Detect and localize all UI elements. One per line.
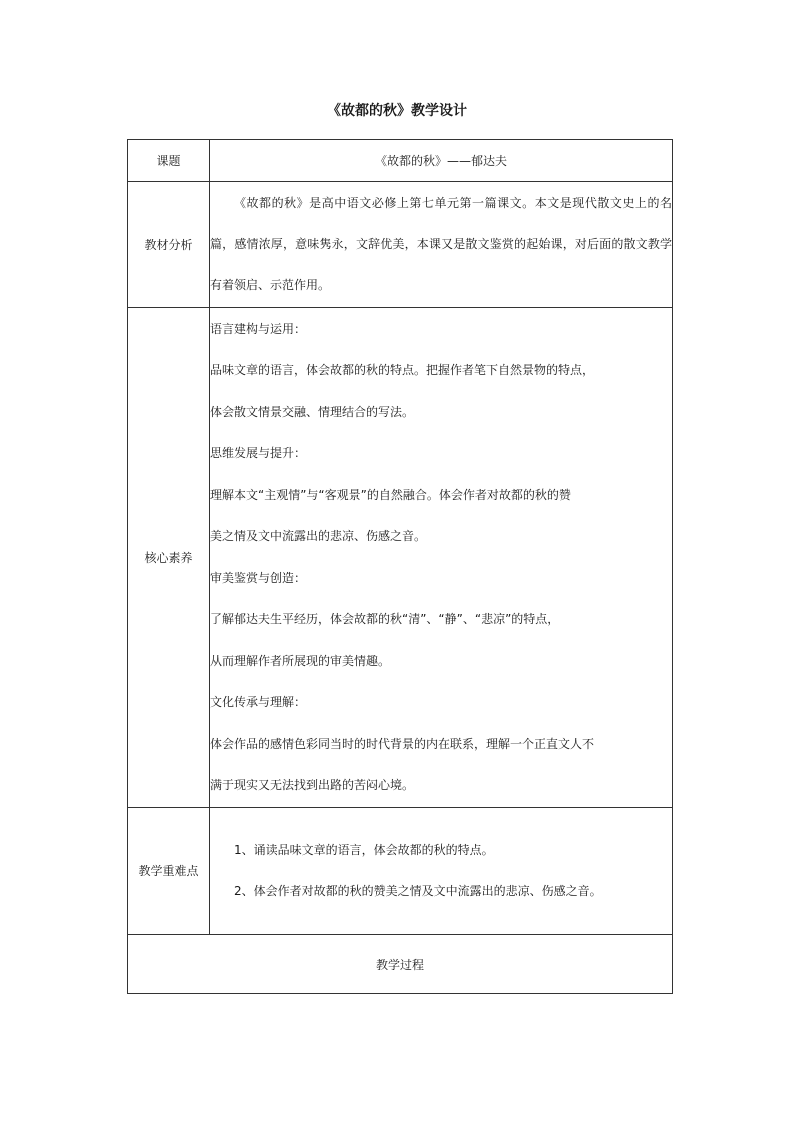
- key-points-label: 教学重难点: [128, 808, 210, 935]
- core-line: 思维发展与提升：: [210, 446, 307, 460]
- analysis-label: 教材分析: [128, 182, 210, 308]
- core-label: 核心素养: [128, 308, 210, 808]
- table-row-key-points: [128, 808, 673, 935]
- document-title: 《故都的秋》教学设计: [327, 103, 467, 119]
- core-line: 品味文章的语言，体会故都的秋的特点。把握作者笔下自然景物的特点，: [210, 363, 595, 377]
- table-row-core-competency: [128, 308, 673, 808]
- core-cell: [210, 308, 673, 808]
- core-line: 从而理解作者所展现的审美情趣。: [210, 653, 391, 668]
- core-line: 理解本文“主观情”与“客观景”的自然融合。体会作者对故都的秋的赞: [210, 487, 571, 502]
- core-line: 文化传承与理解：: [210, 695, 307, 709]
- core-line: 满于现实又无法找到出路的苦闷心境。: [210, 778, 415, 792]
- analysis-text: 《故都的秋》是高中语文必修上第七单元第一篇课文。本文是现代散文史上的名篇，感情浓厚，意味隽永，文辞优美，本课又是散文鉴赏的起始课，对后面的散文教学有着领启、示范作用。: [210, 196, 672, 292]
- core-text-block: [210, 309, 672, 807]
- topic-value: 《故都的秋》——郁达夫: [210, 140, 673, 182]
- process-label: 教学过程: [128, 935, 673, 994]
- table-row-topic: [128, 140, 673, 182]
- table-row-analysis: [128, 182, 673, 308]
- core-line: 体会作品的感情色彩同当时的时代背景的内在联系，理解一个正直文人不: [210, 736, 595, 751]
- key-point-item: 1、诵读品味文章的语言，体会故都的秋的特点。: [234, 843, 494, 857]
- core-line: 审美鉴赏与创造：: [210, 570, 307, 585]
- core-line: 美之情及文中流露出的悲凉、伤感之音。: [210, 529, 427, 543]
- analysis-cell: [210, 182, 673, 308]
- topic-label: 课题: [128, 140, 210, 182]
- lesson-plan-table: [127, 139, 673, 994]
- table-row-process: [128, 935, 673, 994]
- core-line: 体会散文情景交融、情理结合的写法。: [210, 404, 415, 419]
- core-line: 了解郁达夫生平经历，体会故都的秋“清”、“静”、“悲凉”的特点，: [210, 612, 560, 626]
- key-point-item: 2、体会作者对故都的秋的赞美之情及文中流露出的悲凉、伤感之音。: [234, 884, 602, 898]
- key-points-cell: [210, 808, 673, 935]
- core-line: 语言建构与运用：: [210, 321, 307, 336]
